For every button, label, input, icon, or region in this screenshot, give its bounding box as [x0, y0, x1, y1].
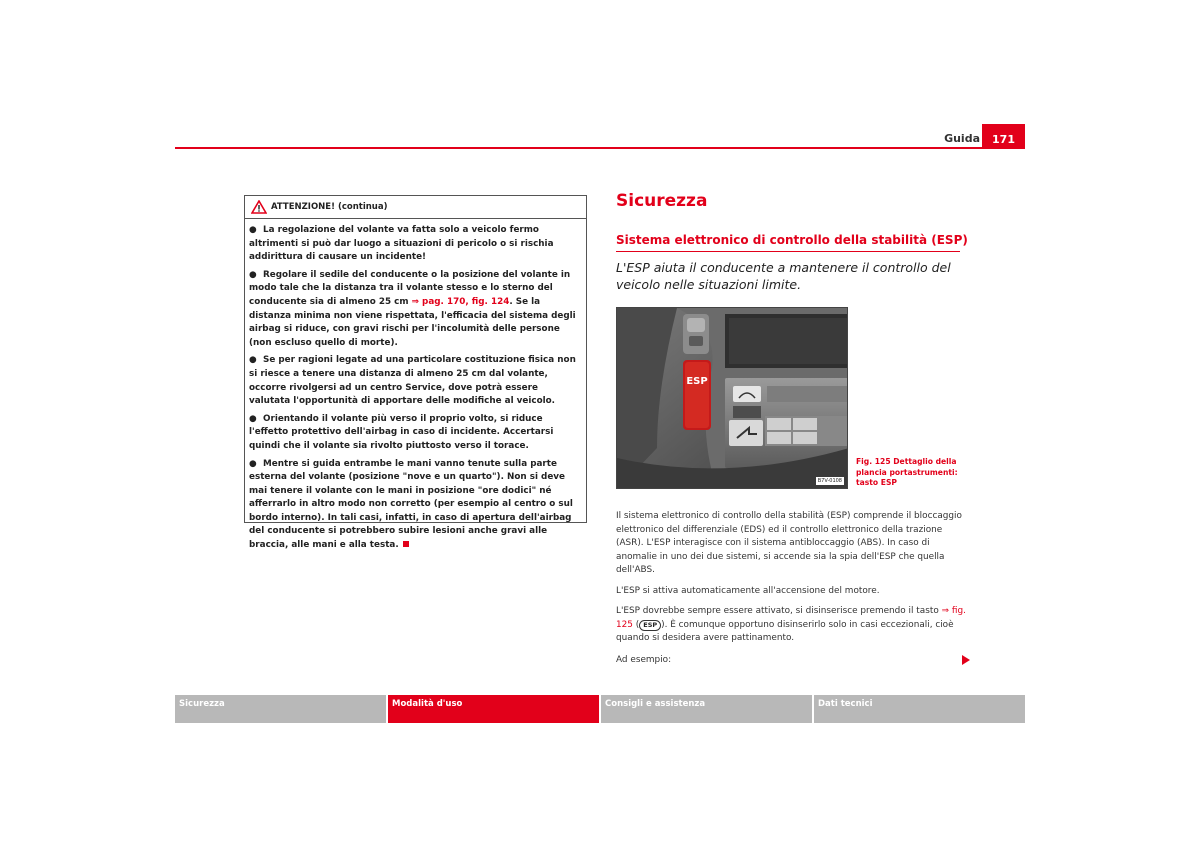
tab-modalita-uso[interactable]: Modalità d'uso — [388, 695, 599, 723]
tab-consigli-assistenza[interactable]: Consigli e assistenza — [601, 695, 812, 723]
section-title: Sicurezza — [616, 191, 708, 211]
figure-reference-link[interactable]: ⇒ fig. 125 — [616, 606, 966, 630]
header-section-title: Guida — [944, 132, 980, 145]
bullet-icon: ● — [249, 458, 257, 469]
section-subtitle: Sistema elettronico di controllo della stabilità (ESP) — [616, 233, 968, 247]
warning-title: ATTENZIONE! (continua) — [271, 202, 388, 212]
bullet-icon: ● — [249, 225, 257, 235]
warning-item: ● Orientando il volante più verso il proprio volto, si riduce l'effetto protettivo dell'airbag in caso di incidente. Accertarsi quindi che il volante sia rivolto piuttosto verso il torace. — [249, 413, 554, 451]
figure-dashboard — [616, 307, 848, 489]
tab-dati-tecnici[interactable]: Dati tecnici — [814, 695, 1025, 723]
end-of-section-icon — [403, 541, 409, 547]
esp-button-label: ESP — [686, 376, 708, 387]
esp-key-icon: ESP — [639, 620, 661, 631]
dashboard-illustration — [617, 308, 848, 489]
page-reference-link[interactable]: ⇒ pag. 170, fig. 124 — [411, 296, 510, 307]
figure-caption: Fig. 125 Dettaglio della plancia portastrumenti: tasto ESP — [856, 457, 958, 487]
warning-item: ● La regolazione del volante va fatta solo a veicolo fermo altrimenti si può dar luogo a situazioni di pericolo o si rischia addirittura di causare un incidente! — [249, 225, 554, 263]
paragraph-2: L'ESP si attiva automaticamente all'accensione del motore. — [616, 586, 880, 596]
footer-tabs — [175, 695, 1025, 723]
warning-item: ● Se per ragioni legate ad una particolare costituzione fisica non si riesce a tenere una distanza di almeno 25 cm dal volante, occorre rivolgersi ad un centro Service, dove potrà essere valutata l'opportunità di apportare delle modifiche al veicolo. — [249, 355, 576, 407]
next-page-arrow-icon[interactable] — [962, 655, 970, 665]
paragraph-3: L'ESP dovrebbe sempre essere attivato, si disinserisce premendo il tasto ⇒ fig. 125 ( ESP ). È comunque opportuno disinserirlo solo in casi eccezionali, cioè quando si desidera avere pattinamento. — [616, 606, 966, 643]
paragraph-1: Il sistema elettronico di controllo della stabilità (ESP) comprende il bloccaggio elettronico del differenziale (EDS) ed il controllo elettronico della trazione (ASR). L'ESP interagisce con il sistema antibloccaggio (ABS). In caso di anomalie in uno dei due sistemi, si accende sia la spia dell'ESP che quella dell'ABS. — [616, 511, 962, 575]
figure-code: B7V-0108 — [817, 478, 842, 484]
intro-text: L'ESP aiuta il conducente a mantenere il controllo del veicolo nelle situazioni limite. — [616, 260, 951, 292]
bullet-icon: ● — [249, 355, 257, 366]
subtitle-rule — [616, 251, 960, 252]
bullet-icon: ● — [249, 413, 257, 424]
page-number: 171 — [982, 124, 1025, 148]
warning-box — [244, 195, 587, 551]
warning-header — [245, 196, 586, 219]
warning-item: ● Mentre si guida entrambe le mani vanno tenute sulla parte esterna del volante (posizione "nove e un quarto"). Non si deve mai tenere il volante con le mani in posizione "ore dodici" né afferrarlo in altro modo non corretto (per esempio al centro o sul bordo interno). In tali casi, infatti, in caso di apertura dell'airbag del conducente si potrebbero subire lesioni anche gravi alle braccia, alle mani e alla testa. — [249, 458, 573, 551]
bullet-icon: ● — [249, 269, 257, 280]
tab-sicurezza[interactable]: Sicurezza — [175, 695, 386, 723]
header-rule — [175, 147, 1025, 149]
warning-body — [245, 219, 586, 553]
warning-triangle-icon — [251, 200, 267, 214]
warning-item: ● Regolare il sedile del conducente o la posizione del volante in modo tale che la distanza tra il volante stesso e lo sterno del conducente sia di almeno 25 cm ⇒ pag. 170, fig. 124. Se la distanza minima non viene rispettata, l'efficacia del sistema degli airbag si riduce, con gravi rischi per l'incolumità delle persone (non escluso quello di morte). — [249, 269, 576, 348]
paragraph-4: Ad esempio: — [616, 655, 672, 665]
